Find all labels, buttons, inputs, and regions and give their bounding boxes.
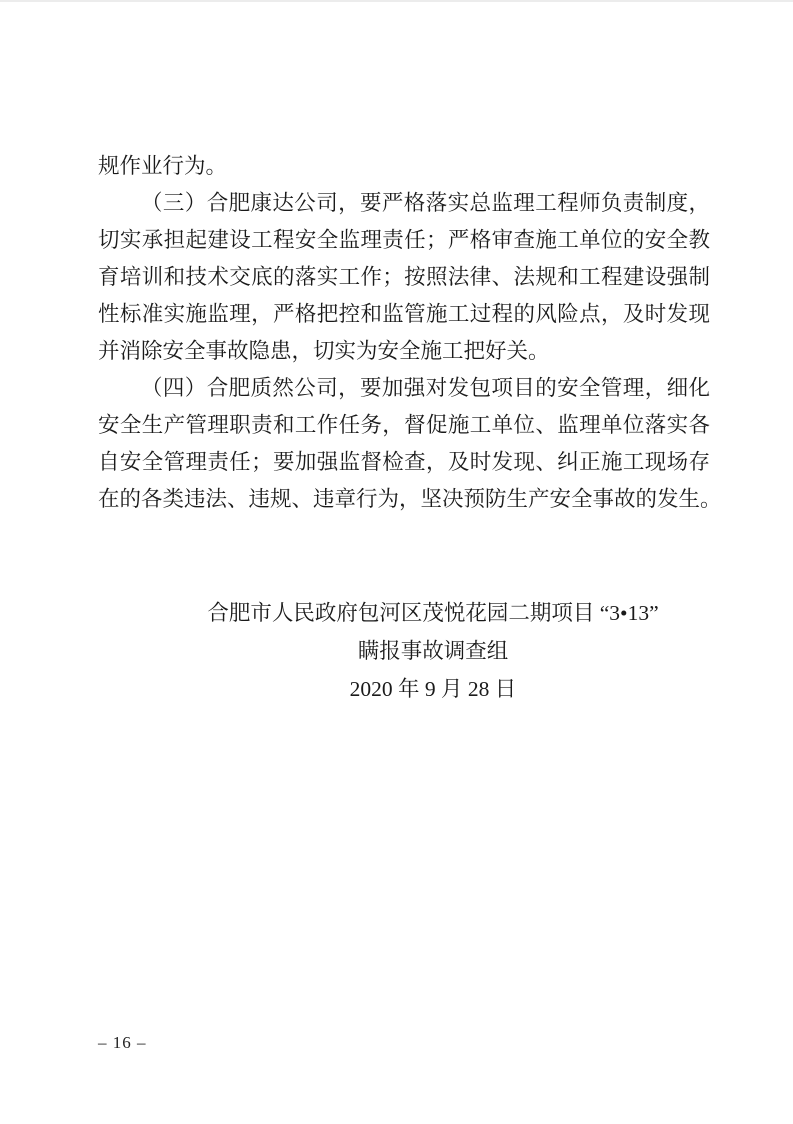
signature-date: 2020 年 9 月 28 日 <box>349 677 517 701</box>
signature-org-line-1: 合肥市人民政府包河区茂悦花园二期项目 “3•13” <box>207 601 659 625</box>
signature-block <box>133 594 733 708</box>
body-line: （四）合肥质然公司，要加强对发包项目的安全管理，细化 <box>141 376 710 400</box>
page-number: – 16 – <box>98 1033 147 1052</box>
body-line: 安全生产管理职责和工作任务，督促施工单位、监理单位落实各 <box>98 413 710 437</box>
body-line: 自安全管理责任；要加强监督检查，及时发现、纠正施工现场存 <box>98 450 710 474</box>
signature-org-line-2: 瞒报事故调查组 <box>357 639 509 663</box>
body-line: （三）合肥康达公司，要严格落实总监理工程师负责制度， <box>141 191 710 215</box>
body-line: 育培训和技术交底的落实工作；按照法律、法规和工程建设强制 <box>98 265 710 289</box>
body-line: 在的各类违法、违规、违章行为，坚决预防生产安全事故的发生。 <box>98 487 722 511</box>
body-line: 性标准实施监理，严格把控和监管施工过程的风险点，及时发现 <box>98 302 710 326</box>
body-line: 规作业行为。 <box>98 154 228 178</box>
body-paragraphs <box>98 148 722 518</box>
body-line: 切实承担起建设工程安全监理责任；严格审查施工单位的安全教 <box>98 228 710 252</box>
body-line: 并消除安全事故隐患，切实为安全施工把好关。 <box>98 339 550 363</box>
